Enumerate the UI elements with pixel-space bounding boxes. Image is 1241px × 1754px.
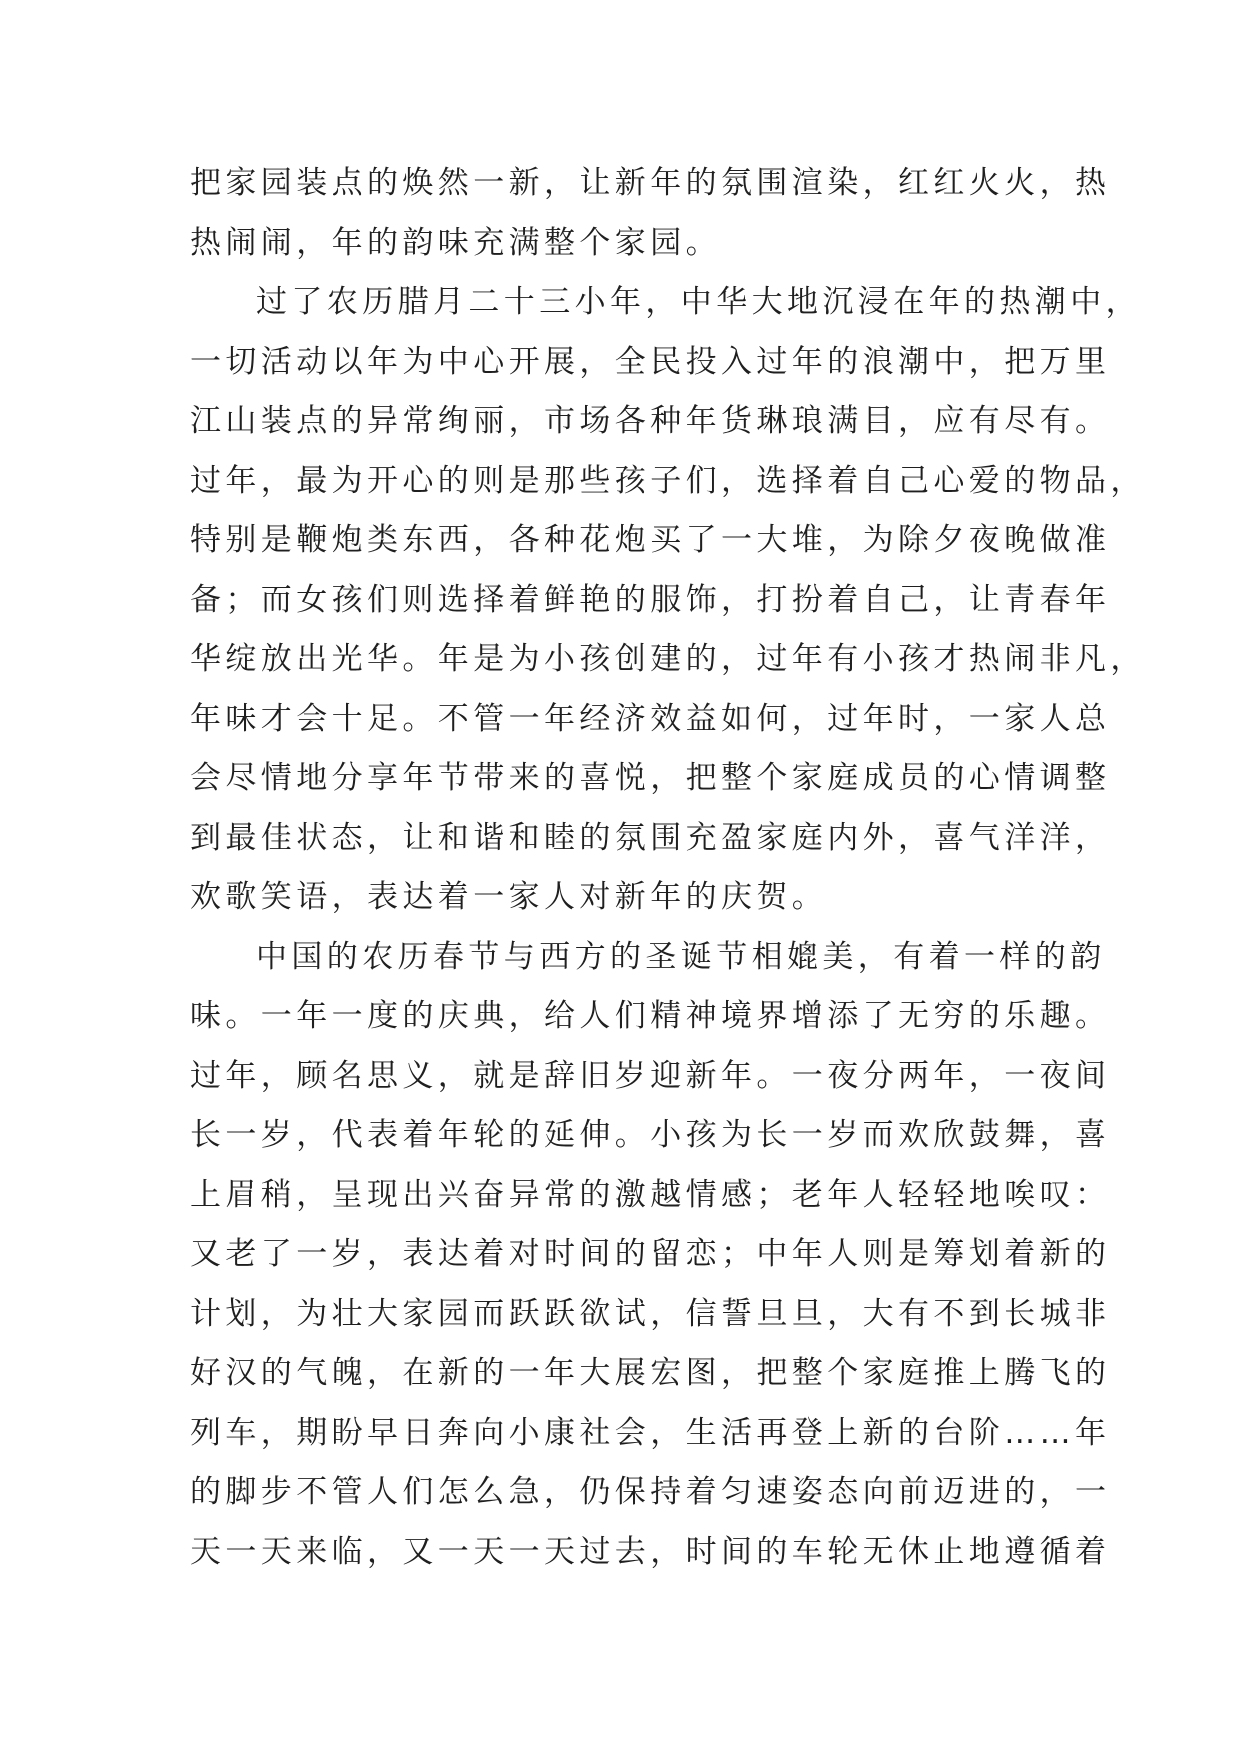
- text-line: 上眉稍，呈现出兴奋异常的激越情感；老年人轻轻地唉叹：: [190, 1176, 1111, 1213]
- text-line: 过年，顾名思义，就是辞旧岁迎新年。一夜分两年，一夜间: [190, 1057, 1111, 1094]
- text-line: 特别是鞭炮类东西，各种花炮买了一大堆，为除夕夜晚做准: [190, 522, 1111, 558]
- text-line: 欢歌笑语，表达着一家人对新年的庆贺。: [190, 879, 828, 915]
- text-line: 热闹闹，年的韵味充满整个家园。: [190, 224, 721, 261]
- text-line: 又老了一岁，表达着对时间的留恋；中年人则是筹划着新的: [190, 1236, 1111, 1272]
- text-line: 华绽放出光华。年是为小孩创建的，过年有小孩才热闹非凡，: [190, 641, 1146, 677]
- text-line: 到最佳状态，让和谐和睦的氛围充盈家庭内外，喜气洋洋，: [190, 819, 1111, 856]
- text-line: 把家园装点的焕然一新，让新年的氛围渲染，红红火火，热: [190, 165, 1111, 201]
- text-line: 列车，期盼早日奔向小康社会，生活再登上新的台阶……年: [190, 1414, 1111, 1451]
- text-line: 天一天来临，又一天一天过去，时间的车轮无休止地遵循着: [190, 1533, 1111, 1570]
- body-text: [190, 154, 1146, 1582]
- text-line: 过年，最为开心的则是那些孩子们，选择着自己心爱的物品，: [190, 462, 1146, 499]
- text-line: 长一岁，代表着年轮的延伸。小孩为长一岁而欢欣鼓舞，喜: [190, 1117, 1111, 1153]
- text-line: 备；而女孩们则选择着鲜艳的服饰，打扮着自己，让青春年: [190, 581, 1111, 618]
- text-line: 计划，为壮大家园而跃跃欲试，信誓旦旦，大有不到长城非: [190, 1295, 1111, 1332]
- text-line: 味。一年一度的庆典，给人们精神境界增添了无穷的乐趣。: [190, 998, 1111, 1034]
- text-line: 会尽情地分享年节带来的喜悦，把整个家庭成员的心情调整: [190, 760, 1111, 796]
- paragraph-start-line: 中国的农历春节与西方的圣诞节相媲美，有着一样的韵: [256, 938, 1106, 975]
- text-line: 的脚步不管人们怎么急，仍保持着匀速姿态向前迈进的，一: [190, 1474, 1111, 1510]
- text-line: 江山装点的异常绚丽，市场各种年货琳琅满目，应有尽有。: [190, 403, 1111, 439]
- text-line: 好汉的气魄，在新的一年大展宏图，把整个家庭推上腾飞的: [190, 1355, 1111, 1391]
- paragraph-start-line: 过了农历腊月二十三小年，中华大地沉浸在年的热潮中，: [256, 284, 1141, 320]
- text-line: 年味才会十足。不管一年经济效益如何，过年时，一家人总: [190, 700, 1111, 737]
- text-line: 一切活动以年为中心开展，全民投入过年的浪潮中，把万里: [190, 343, 1111, 380]
